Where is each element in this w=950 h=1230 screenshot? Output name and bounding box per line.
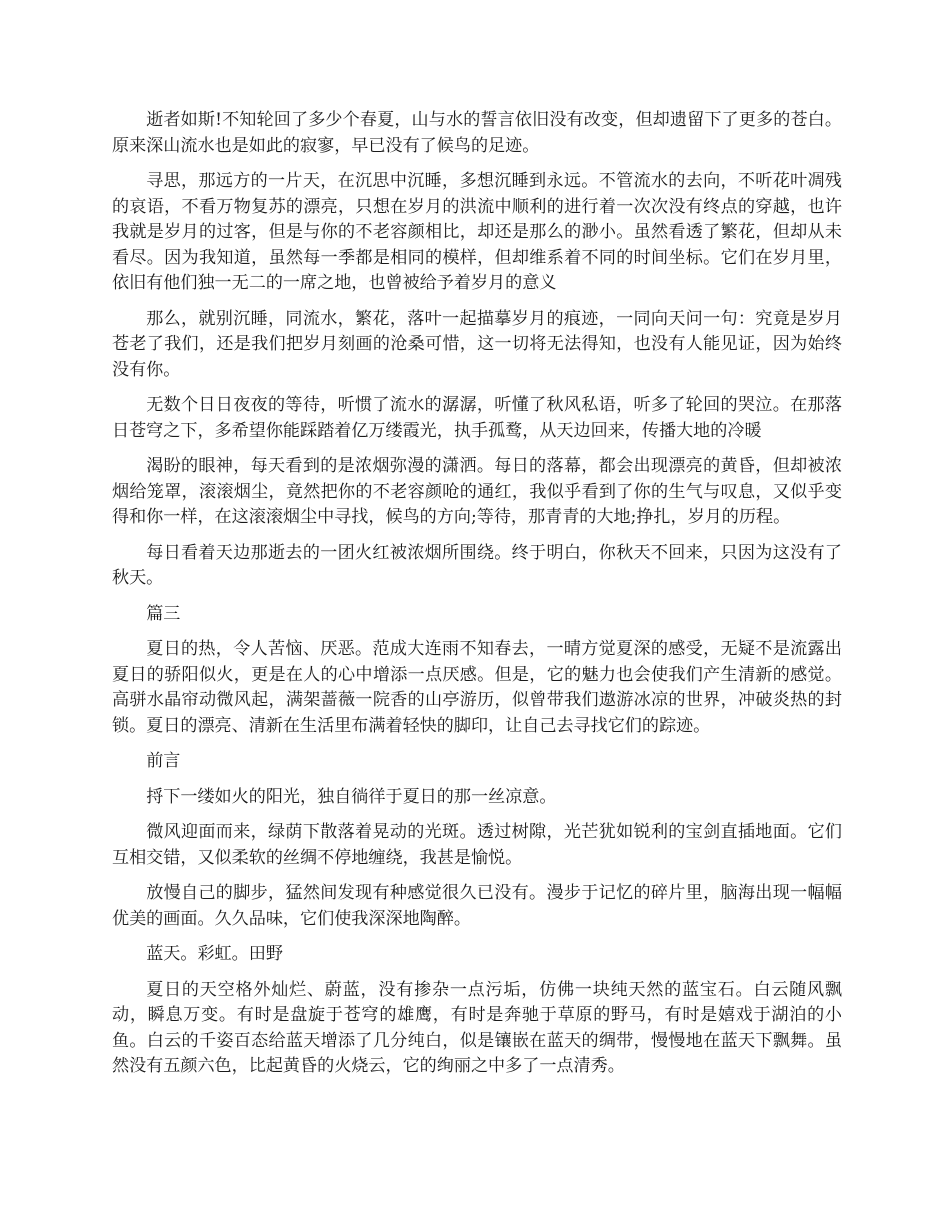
document-body [112, 108, 842, 1090]
paragraph: 那么，就别沉睡，同流水，繁花，落叶一起描摹岁月的痕迹，一同向天问一句：究竟是岁月苍老了我们，还是我们把岁月刻画的沧桑可惜，这一切将无法得知，也没有人能见证，因为始终没有你。 [112, 308, 842, 380]
section-heading: 篇三 [146, 603, 181, 624]
paragraph: 捋下一缕如火的阳光，独自徜徉于夏日的那一丝凉意。 [146, 786, 557, 807]
paragraph: 无数个日日夜夜的等待，听惯了流水的潺潺，听懂了秋风私语，听多了轮回的哭泣。在那落日苍穹之下，多希望你能踩踏着亿万缕霞光，执手孤鹜，从天边回来，传播大地的冷暖 [112, 395, 842, 441]
section-heading: 前言 [146, 751, 181, 771]
section-heading: 蓝天。彩虹。田野 [146, 944, 283, 964]
paragraph: 夏日的热，令人苦恼、厌恶。范成大连雨不知春去，一晴方觉夏深的感受，无疑不是流露出夏日的骄阳似火，更是在人的心中增添一点厌感。但是，它的魅力也会使我们产生清新的感觉。高骈水晶帘动微风起，满架蔷薇一院香的山亭游历，似曾带我们遨游冰凉的世界，冲破炎热的封锁。夏日的漂亮、清新在生活里布满着轻快的脚印，让自己去寻找它们的踪迹。 [112, 639, 842, 736]
paragraph: 放慢自己的脚步，猛然间发现有种感觉很久已没有。漫步于记忆的碎片里，脑海出现一幅幅优美的画面。久久品味，它们使我深深地陶醉。 [112, 883, 842, 929]
paragraph: 夏日的天空格外灿烂、蔚蓝，没有掺杂一点污垢，仿佛一块纯天然的蓝宝石。白云随风飘动，瞬息万变。有时是盘旋于苍穹的雄鹰，有时是奔驰于草原的野马，有时是嬉戏于湖泊的小鱼。白云的千姿百态给蓝天增添了几分纯白，似是镶嵌在蓝天的绸带，慢慢地在蓝天下飘舞。虽然没有五颜六色，比起黄昏的火烧云，它的绚丽之中多了一点清秀。 [112, 979, 842, 1076]
paragraph: 逝者如斯!不知轮回了多少个春夏，山与水的誓言依旧没有改变，但却遗留下了更多的苍白。原来深山流水也是如此的寂寥，早已没有了候鸟的足迹。 [112, 110, 842, 156]
paragraph: 寻思，那远方的一片天，在沉思中沉睡，多想沉睡到永远。不管流水的去向，不听花叶凋残的哀语，不看万物复苏的漂亮，只想在岁月的洪流中顺利的进行着一次次没有终点的穿越，也许我就是岁月的过客，但是与你的不老容颜相比，却还是那么的渺小。虽然看透了繁花，但却从未看尽。因为我知道，虽然每一季都是相同的模样，但却维系着不同的时间坐标。它们在岁月里，依旧有他们独一无二的一席之地，也曾被给予着岁月的意义 [112, 171, 842, 293]
paragraph: 渴盼的眼神，每天看到的是浓烟弥漫的潇洒。每日的落幕，都会出现漂亮的黄昏，但却被浓烟给笼罩，滚滚烟尘，竟然把你的不老容颜呛的通红，我似乎看到了你的生气与叹息，又似乎变得和你一样，在这滚滚烟尘中寻找，候鸟的方向;等待，那青青的大地;挣扎，岁月的历程。 [112, 456, 842, 527]
paragraph: 每日看着天边那逝去的一团火红被浓烟所围绕。终于明白，你秋天不回来，只因为这没有了秋天。 [112, 542, 842, 588]
paragraph: 微风迎面而来，绿荫下散落着晃动的光斑。透过树隙，光芒犹如锐利的宝剑直插地面。它们互相交错，又似柔软的丝绸不停地缠绕，我甚是愉悦。 [112, 822, 842, 868]
